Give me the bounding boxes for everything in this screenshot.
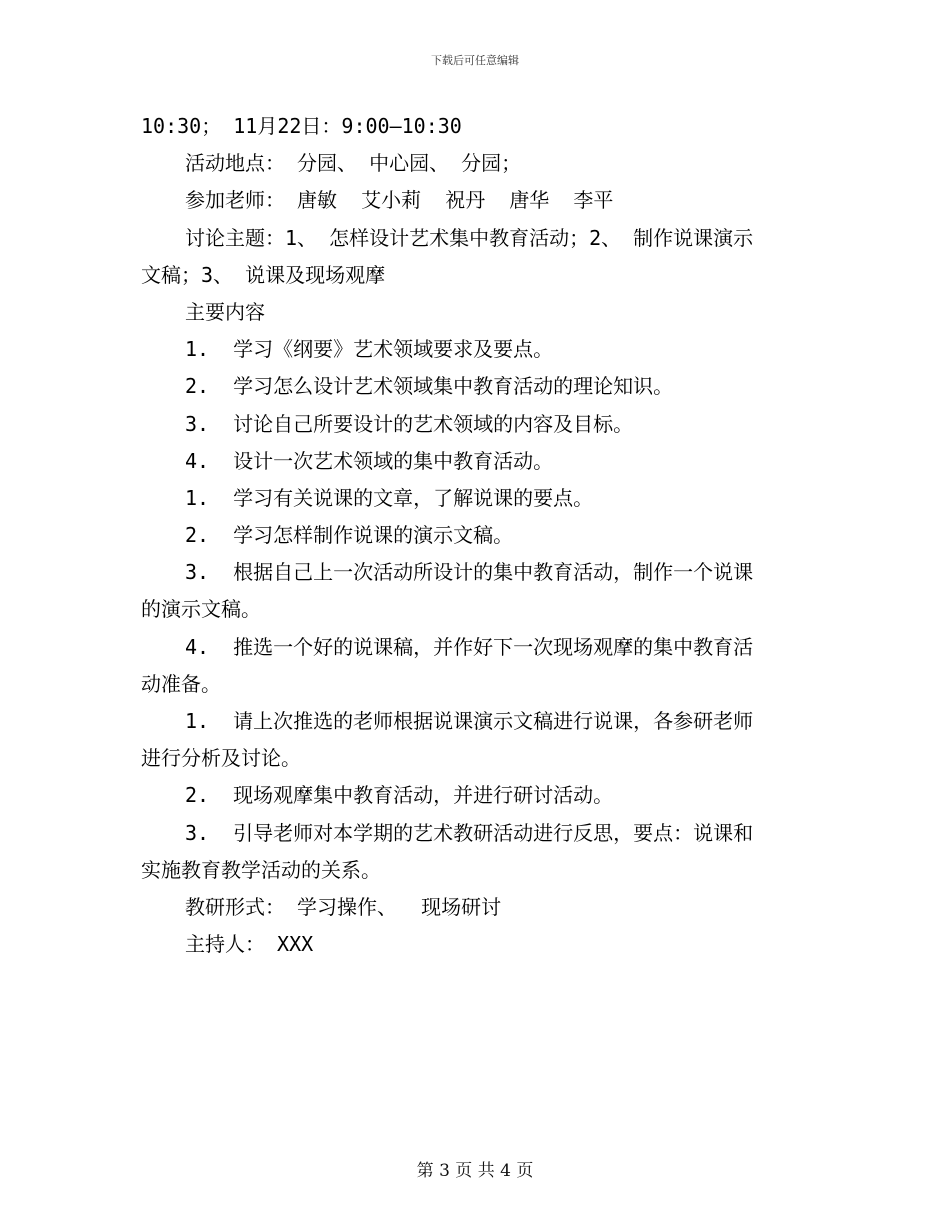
text-line: 3. 引导老师对本学期的艺术教研活动进行反思，要点：说课和 xyxy=(185,820,754,845)
text-line: 参加老师： 唐敏 艾小莉 祝丹 唐华 李平 xyxy=(185,188,614,213)
text-line: 文稿；3、 说课及现场观摩 xyxy=(141,262,386,287)
text-line: 1. 学习《纲要》艺术领域要求及要点。 xyxy=(185,337,554,362)
text-line: 讨论主题：1、 怎样设计艺术集中教育活动；2、 制作说课演示 xyxy=(185,225,754,250)
document-body xyxy=(141,108,809,963)
text-line: 动准备。 xyxy=(141,671,221,696)
text-line: 2. 学习怎样制作说课的演示文稿。 xyxy=(185,523,514,548)
text-line: 教研形式： 学习操作、 现场研讨 xyxy=(185,894,502,919)
text-line: 2. 现场观摩集中教育活动，并进行研讨活动。 xyxy=(185,783,614,808)
text-line: 的演示文稿。 xyxy=(141,597,261,622)
page-header: 下载后可任意编辑 xyxy=(431,54,519,67)
text-line: 10:30； 11月22日：9:00—10:30 xyxy=(141,114,462,138)
text-line: 主要内容 xyxy=(185,299,265,324)
text-line: 1. 学习有关说课的文章，了解说课的要点。 xyxy=(185,485,594,510)
text-line: 1. 请上次推选的老师根据说课演示文稿进行说课，各参研老师 xyxy=(185,709,754,733)
page-footer: 第 3 页 共 4 页 xyxy=(416,1161,534,1181)
text-line: 4. 推选一个好的说课稿，并作好下一次现场观摩的集中教育活 xyxy=(185,634,754,659)
text-line: 3. 讨论自己所要设计的艺术领域的内容及目标。 xyxy=(185,411,634,436)
text-line: 主持人： XXX xyxy=(185,932,314,957)
text-line: 活动地点： 分园、 中心园、 分园； xyxy=(185,151,522,176)
text-line: 实施教育教学活动的关系。 xyxy=(141,857,381,882)
text-line: 3. 根据自己上一次活动所设计的集中教育活动，制作一个说课 xyxy=(185,560,754,585)
text-line: 4. 设计一次艺术领域的集中教育活动。 xyxy=(185,448,554,473)
text-line: 2. 学习怎么设计艺术领域集中教育活动的理论知识。 xyxy=(185,374,674,399)
text-line: 进行分析及讨论。 xyxy=(141,746,301,771)
